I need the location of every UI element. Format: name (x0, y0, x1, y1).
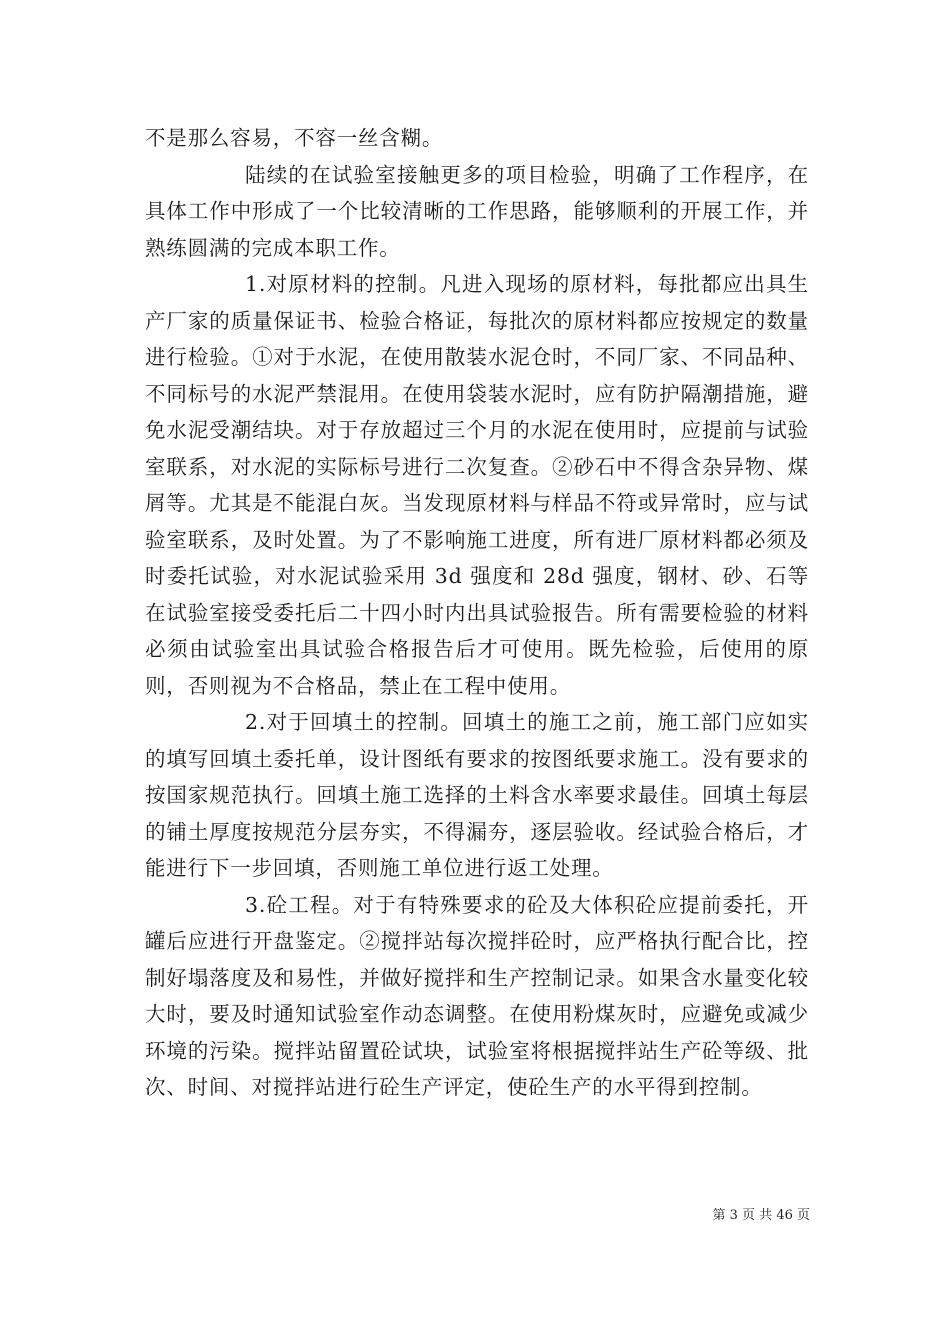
paragraph-backfill: 2.对于回填土的控制。回填土的施工之前，施工部门应如实的填写回填土委托单，设计图纸有要求的按图纸要求施工。没有要求的按国家规范执行。回填土施工选择的土料含水率要求最佳。回填土每层的铺土厚度按规范分层夯实，不得漏夯，逐层验收。经试验合格后，才能进行下一步回填，否则施工单位进行返工处理。 (145, 710, 809, 880)
page-number: 第 3 页 共 46 页 (712, 1208, 810, 1223)
paragraph-raw-materials: 1.对原材料的控制。凡进入现场的原材料，每批都应出具生产厂家的质量保证书、检验合格证，每批次的原材料都应按规定的数量进行检验。①对于水泥，在使用散装水泥仓时，不同厂家、不同品种、不同标号的水泥严禁混用。在使用袋装水泥时，应有防护隔潮措施，避免水泥受潮结块。对于存放超过三个月的水泥在使用时，应提前与试验室联系，对水泥的实际标号进行二次复查。②砂石中不得含杂异物、煤屑等。尤其是不能混白灰。当发现原材料与样品不符或异常时，应与试验室联系，及时处置。为了不影响施工进度，所有进厂原材料都必须及时委托试验，对水泥试验采用 3d 强度和 28d 强度，钢材、砂、石等在试验室接受委托后二十四小时内出具试验报告。所有需要检验的材料必须由试验室出具试验合格报告后才可使用。既先检验，后使用的原则，否则视为不合格品，禁止在工程中使用。 (145, 272, 809, 698)
paragraph-concrete: 3.砼工程。对于有特殊要求的砼及大体积砼应提前委托，开罐后应进行开盘鉴定。②搅拌站每次搅拌砼时，应严格执行配合比，控制好塌落度及和易性，并做好搅拌和生产控制记录。如果含水量变化较大时，要及时通知试验室作动态调整。在使用粉煤灰时，应避免或减少环境的污染。搅拌站留置砼试块，试验室将根据搅拌站生产砼等级、批次、时间、对搅拌站进行砼生产评定，使砼生产的水平得到控制。 (145, 892, 809, 1099)
paragraph-workflow: 陆续的在试验室接触更多的项目检验，明确了工作程序，在具体工作中形成了一个比较清晰的工作思路，能够顺利的开展工作，并熟练圆满的完成本职工作。 (145, 162, 809, 260)
paragraph-continuation: 不是那么容易，不容一丝含糊。 (145, 126, 444, 150)
document-body (145, 120, 809, 1106)
